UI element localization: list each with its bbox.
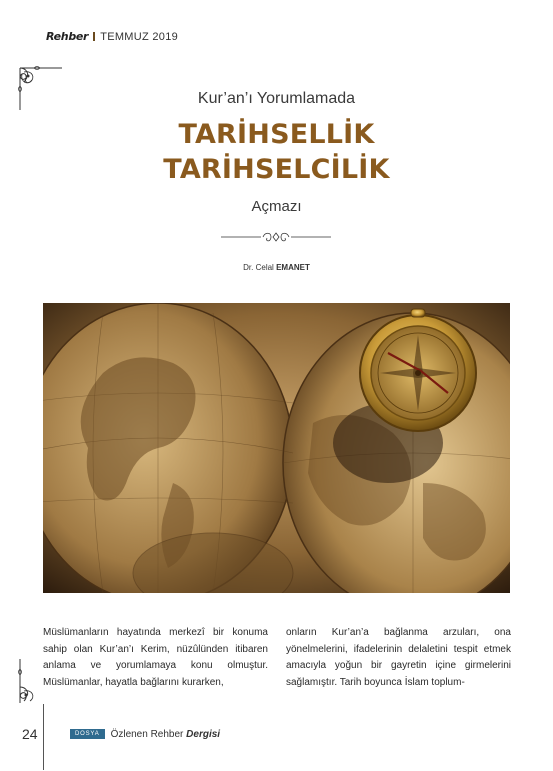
article-title-line-1: TARİHSELLİK xyxy=(178,119,375,150)
author-byline xyxy=(0,263,553,272)
running-header xyxy=(46,30,178,43)
article-supertitle: Kur’an’ı Yorumlamada xyxy=(197,90,356,107)
issue-date: TEMMUZ 2019 xyxy=(100,30,179,43)
page-footer xyxy=(22,726,220,742)
body-column-2 xyxy=(286,625,511,691)
section-tag: DOSYA xyxy=(70,729,105,739)
magazine-brand: Rehber xyxy=(46,30,89,43)
magazine-bold: Dergisi xyxy=(186,728,221,740)
world-map-compass-photo xyxy=(43,303,510,593)
magazine-prefix: Özlenen Rehber xyxy=(110,728,184,740)
header-separator xyxy=(93,32,95,41)
column-2-text: onların Kur’an’a bağlanma arzuları, ona yönelmelerini, ifadelerinin delaletini tespit etmek amacıyla yoğun bir gayretin içine girmelerini sağlamıştır. Tarih boyunca İslam toplum- xyxy=(286,627,511,688)
magazine-name xyxy=(111,729,221,740)
corner-ornament-bottom-icon xyxy=(14,657,46,705)
author-surname: EMANET xyxy=(276,263,310,272)
column-1-text: Müslümanların hayatında merkezî bir konuma sahip olan Kur’an’ı Kerim, nüzûlünden itibaren anlama ve yorumlamaya konu olmuştur. Müslümanlar, hayatla bağlarını kurarken, xyxy=(43,627,268,688)
author-prefix: Dr. Celal xyxy=(243,263,274,272)
body-column-1 xyxy=(43,625,268,691)
article-title-line-2: TARİHSELCİLİK xyxy=(163,154,390,185)
ornamental-divider-icon xyxy=(221,230,331,244)
article-subtitle: Açmazı xyxy=(251,198,302,215)
page-number: 24 xyxy=(22,726,38,742)
